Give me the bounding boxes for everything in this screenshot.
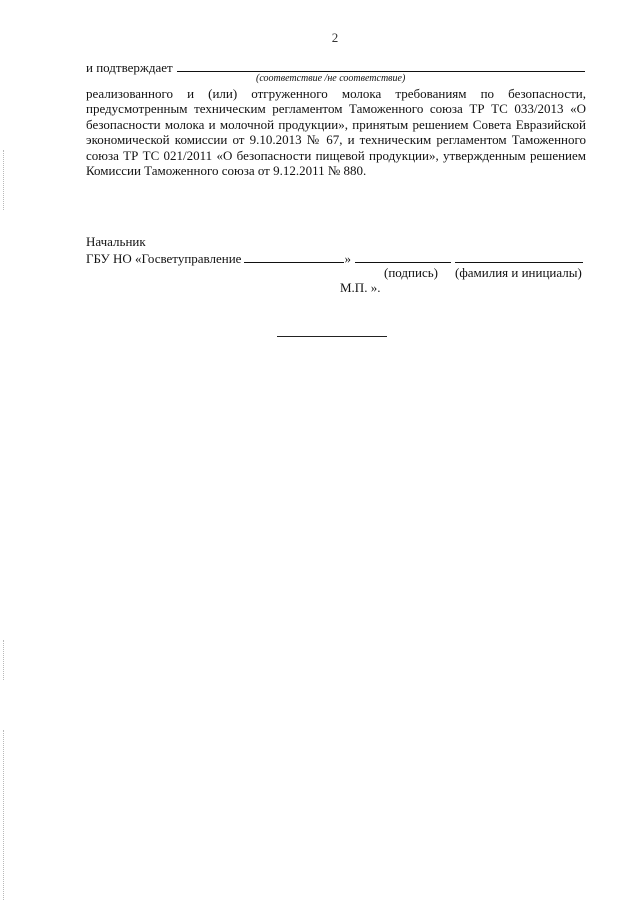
closing-quote: » (344, 251, 351, 266)
conformity-blank-line (177, 60, 585, 72)
organization-blank-line (244, 251, 344, 263)
page-number: 2 (331, 30, 339, 45)
scan-margin-mark (3, 730, 5, 900)
scan-margin-mark (3, 150, 5, 210)
signatory-title: Начальник (86, 234, 146, 249)
name-caption: (фамилия и инициалы) (455, 265, 582, 280)
stamp-placeholder-label: М.П. ». (340, 280, 381, 295)
signature-blank-line (355, 251, 451, 263)
name-blank-line (455, 251, 583, 263)
conformity-blank-caption: (соответствие /не соответствие) (256, 73, 406, 84)
signatory-organization: ГБУ НО «Госветуправление (86, 251, 242, 266)
scan-margin-mark (3, 640, 5, 680)
conformity-statement-paragraph: реализованного и (или) отгруженного молока требованиям по безопасности, предусмотренным техническим регламентом Таможенного союза ТР ТС 033/2013 «О безопасности молока и молочной продукции», принятым решением Совета Евразийской экономической комиссии от 9.10.2013 № 67, и техническим регламентом Таможенного союза ТР ТС 021/2011 «О безопасности пищевой продукции», утвержденным решением Комиссии Таможенного союза от 9.12.2011 № 880. (86, 86, 586, 179)
end-of-document-rule (277, 336, 387, 337)
signature-caption: (подпись) (384, 265, 438, 280)
confirmation-lead-text: и подтверждает (86, 60, 173, 75)
